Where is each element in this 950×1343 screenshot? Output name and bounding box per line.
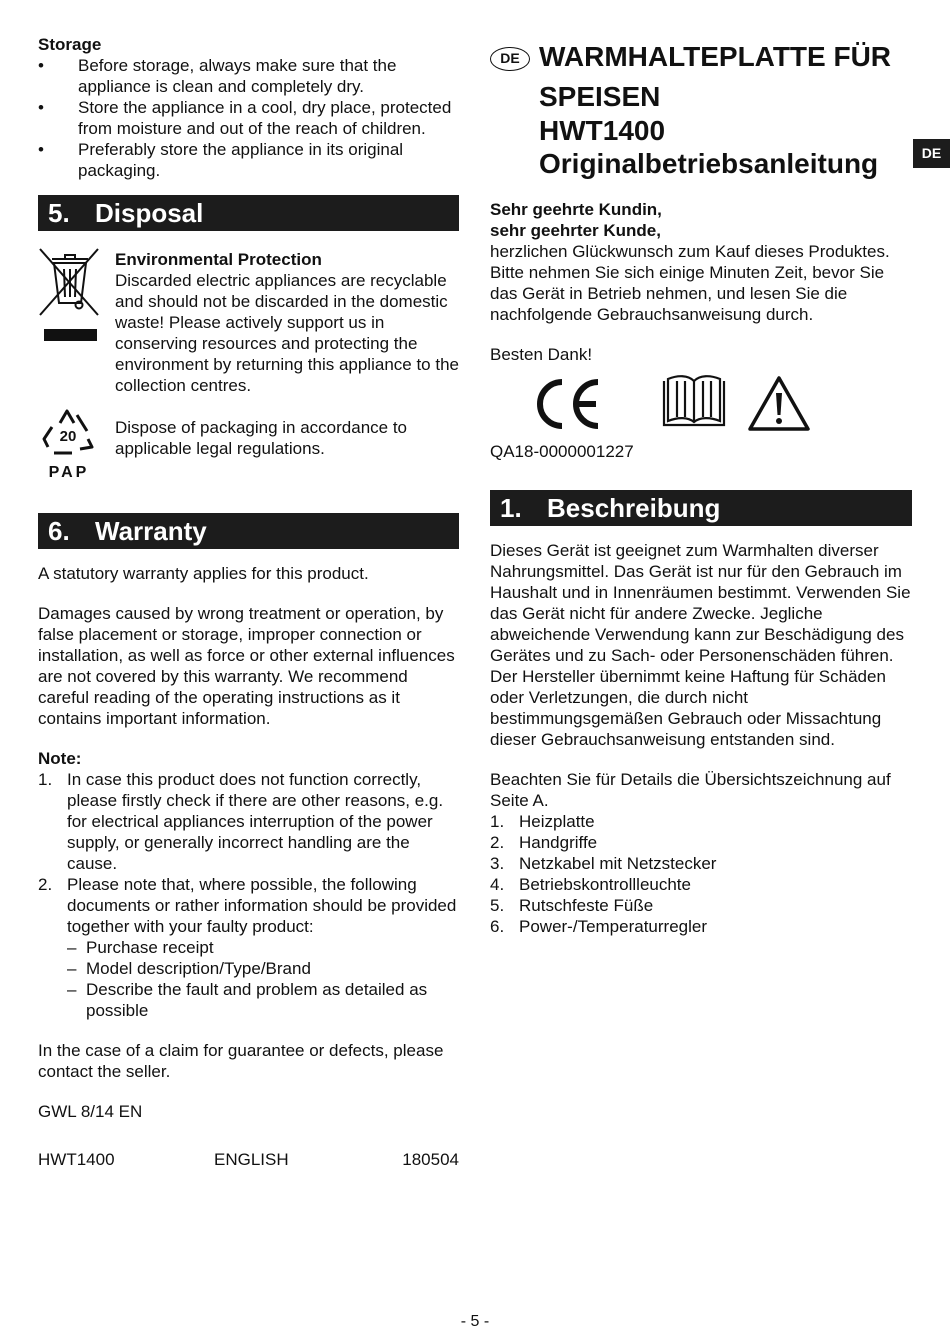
ce-mark-icon	[528, 375, 604, 433]
bullet-mark: •	[38, 98, 44, 117]
parts-list-item	[490, 874, 912, 895]
part-number: 2.	[490, 833, 505, 852]
note-number: 2.	[38, 875, 53, 894]
part-number: 4.	[490, 875, 505, 894]
greeting-line: sehr geehrter Kunde,	[490, 221, 661, 240]
environmental-text	[115, 249, 459, 396]
title-line: Originalbetriebsanleitung	[539, 148, 879, 179]
part-label: Handgriffe	[519, 833, 598, 852]
parts-list-item	[490, 916, 912, 937]
section-number: 1.	[500, 493, 522, 523]
footer-model: HWT1400	[38, 1150, 115, 1169]
dash-mark: –	[67, 938, 77, 957]
storage-item-text: Before storage, always make sure that the appliance is clean and completely dry.	[78, 56, 397, 96]
note-text: In case this product does not function correctly, please firstly check if there are other reasons, e.g. for electrical appliances interruption of the power supply, or generally incorrect handling are the cause.	[67, 770, 444, 873]
parts-list-item	[490, 832, 912, 853]
document-item-text: Purchase receipt	[86, 938, 214, 957]
document-item	[67, 937, 459, 958]
bullet-mark: •	[38, 56, 44, 75]
title-line: SPEISEN	[539, 81, 661, 112]
environmental-paragraph: Discarded electric appliances are recyclable and should not be discarded in the domestic waste! Please actively support us in conserving resources and protecting the environment by returning this appliance to the collection centres.	[115, 271, 459, 395]
title-line: HWT1400	[539, 115, 666, 146]
document-item	[67, 979, 459, 1021]
warranty-code: GWL 8/14 EN	[38, 1102, 143, 1121]
warranty-statement: A statutory warranty applies for this product.	[38, 564, 369, 583]
footer-row	[38, 1149, 459, 1170]
parts-list-item	[490, 811, 912, 832]
footer-language: ENGLISH	[214, 1150, 289, 1169]
dash-mark: –	[67, 959, 77, 978]
parts-list	[490, 811, 912, 937]
section-title: Warranty	[95, 516, 207, 546]
parts-list-item	[490, 853, 912, 874]
part-label: Power-/Temperaturregler	[519, 917, 708, 936]
storage-item	[38, 55, 459, 97]
intro-paragraph: herzlichen Glückwunsch zum Kauf dieses Produktes. Bitte nehmen Sie sich einige Minuten Zeit, bevor Sie das Gerät in Betrieb nehmen, und lesen Sie die nachfolgende Gebrauchsanweisung durch.	[490, 242, 890, 324]
part-label: Betriebskontrollleuchte	[519, 875, 691, 894]
recycle-code: 20	[59, 428, 77, 445]
storage-heading: Storage	[38, 35, 102, 54]
storage-item-text: Store the appliance in a cool, dry place, protected from moisture and out of the reach of children.	[78, 98, 452, 138]
note-item	[38, 874, 459, 1021]
read-manual-icon	[662, 375, 726, 431]
required-documents-list	[67, 937, 459, 1021]
claim-paragraph: In the case of a claim for guarantee or defects, please contact the seller.	[38, 1041, 444, 1081]
title-line: WARMHALTEPLATTE FÜR	[539, 41, 892, 72]
recycling-icon	[38, 403, 100, 488]
dash-mark: –	[67, 980, 77, 999]
warranty-exclusions: Damages caused by wrong treatment or operation, by false placement or storage, improper connection or installation, as well as force or other external influences are not covered by this warranty. We recommend careful reading of the operating instructions as it contains important information.	[38, 604, 455, 728]
document-title-block	[490, 38, 912, 182]
left-column	[38, 34, 459, 1170]
right-column	[490, 38, 912, 937]
greeting-line: Sehr geehrte Kundin,	[490, 200, 662, 219]
storage-item	[38, 97, 459, 139]
note-list	[38, 769, 459, 1021]
parts-list-item	[490, 895, 912, 916]
part-number: 3.	[490, 854, 505, 873]
section-number: 6.	[48, 516, 70, 546]
section-title: Disposal	[95, 198, 204, 228]
part-number: 5.	[490, 896, 505, 915]
warning-icon	[747, 375, 811, 433]
page-number: - 5 -	[460, 1313, 490, 1330]
environmental-protection-block	[38, 249, 459, 396]
note-heading: Note:	[38, 749, 82, 768]
document-item-text: Describe the fault and problem as detailed as possible	[86, 980, 428, 1020]
recycle-label: PAP	[48, 464, 90, 481]
description-paragraph: Dieses Gerät ist geeignet zum Warmhalten diverser Nahrungsmittel. Das Gerät ist nur für den Gebrauch im Haushalt und in Innenräumen bestimmt. Verwenden Sie das Gerät nicht für andere Zwecke. Jegliche abweichende Verwendung kann zur Beschädigung des Gerätes und zu Sach- oder Personenschäden führen. Der Hersteller übernimmt keine Haftung für Schäden oder Verletzungen, die durch nicht bestimmungsgemäßen Gebrauch oder Missachtung dieser Gebrauchsanweisung entstanden sind.	[490, 541, 911, 749]
disposal-section-heading	[38, 195, 459, 231]
language-side-tab: DE	[913, 139, 950, 168]
thanks-line: Besten Dank!	[490, 345, 593, 364]
storage-list	[38, 55, 459, 181]
note-text: Please note that, where possible, the following documents or rather information should be provided together with your faulty product:	[67, 875, 457, 936]
overview-paragraph: Beachten Sie für Details die Übersichtszeichnung auf Seite A.	[490, 770, 891, 810]
document-title	[539, 38, 912, 182]
safety-symbols	[490, 375, 912, 441]
storage-item-text: Preferably store the appliance in its original packaging.	[78, 140, 404, 180]
note-item	[38, 769, 459, 874]
document-item-text: Model description/Type/Brand	[86, 959, 311, 978]
note-number: 1.	[38, 770, 53, 789]
section-number: 5.	[48, 198, 70, 228]
warranty-section-heading	[38, 513, 459, 549]
part-number: 6.	[490, 917, 505, 936]
document-item	[67, 958, 459, 979]
part-label: Netzkabel mit Netzstecker	[519, 854, 717, 873]
environmental-heading: Environmental Protection	[115, 250, 322, 269]
crossed-bin-icon	[38, 247, 100, 348]
part-label: Rutschfeste Füße	[519, 896, 654, 915]
packaging-block	[38, 417, 459, 493]
part-label: Heizplatte	[519, 812, 595, 831]
description-section-heading	[490, 490, 912, 526]
language-badge: DE	[490, 47, 530, 71]
section-title: Beschreibung	[547, 493, 721, 523]
part-number: 1.	[490, 812, 505, 831]
footer-date: 180504	[402, 1150, 459, 1169]
packaging-text: Dispose of packaging in accordance to applicable legal regulations.	[115, 418, 408, 458]
storage-item	[38, 139, 459, 181]
bullet-mark: •	[38, 140, 44, 159]
qa-code: QA18-0000001227	[490, 442, 634, 461]
